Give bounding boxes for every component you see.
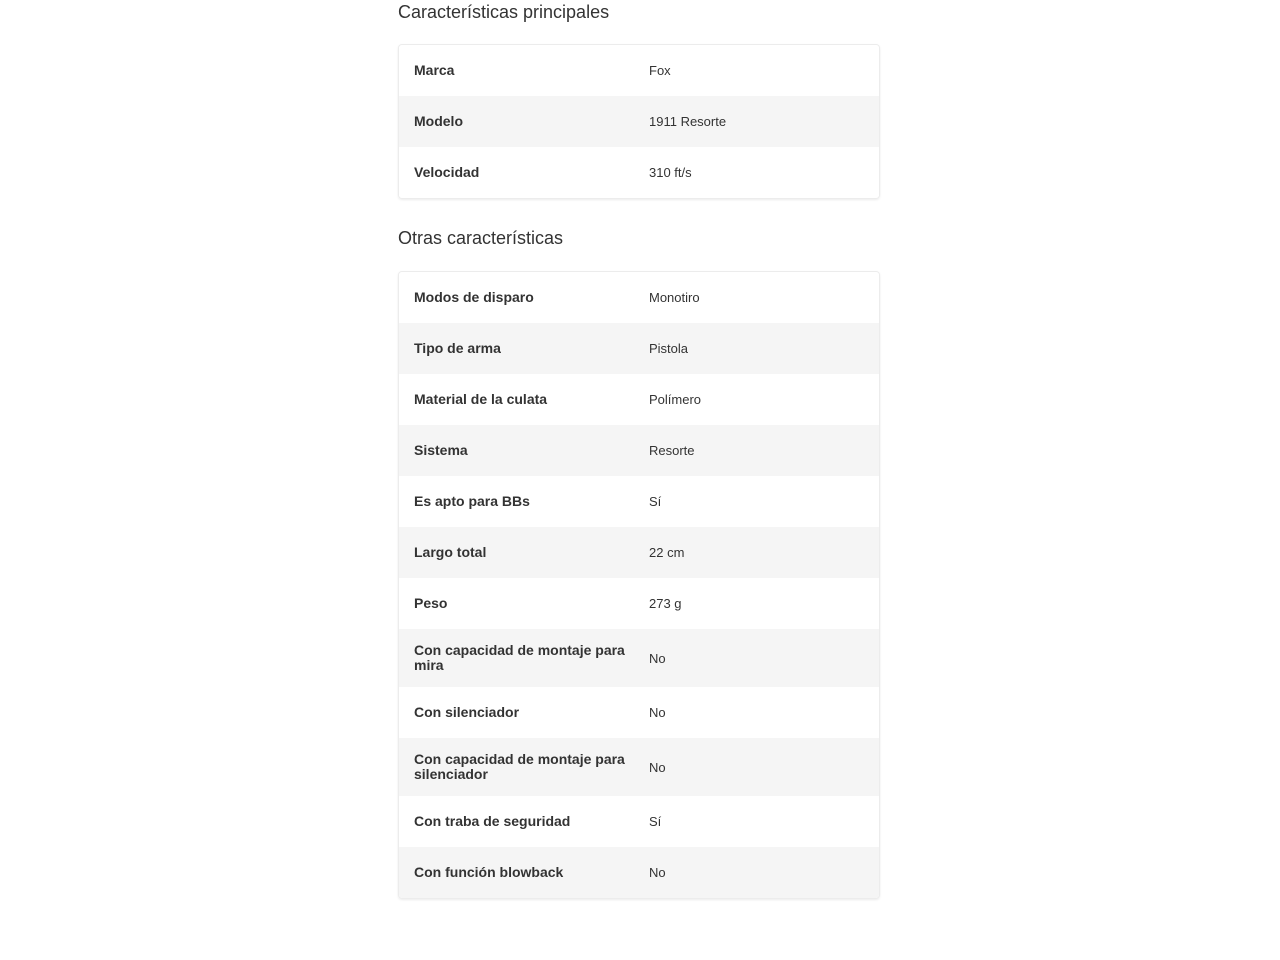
spec-row-tipo-de-arma: [399, 323, 879, 374]
spec-label: Con función blowback: [414, 864, 564, 880]
spec-value: No: [649, 650, 666, 666]
spec-row-traba-de-seguridad: [399, 796, 879, 847]
spec-value: 273 g: [649, 596, 682, 611]
spec-value: 310 ft/s: [649, 165, 692, 180]
spec-value: 1911 Resorte: [649, 114, 727, 129]
spec-row-funcion-blowback: [399, 847, 879, 898]
spec-label: Marca: [414, 62, 455, 78]
spec-row-montaje-silenciador: [399, 738, 879, 796]
spec-row-es-apto-para-bbs: [399, 476, 879, 527]
spec-row-sistema: [399, 425, 879, 476]
other-characteristics-section: [398, 227, 880, 899]
spec-label: Velocidad: [414, 164, 480, 180]
spec-label: Sistema: [414, 442, 468, 458]
spec-row-largo-total: [399, 527, 879, 578]
spec-label: Con silenciador: [414, 704, 520, 720]
spec-row-velocidad: [399, 147, 879, 198]
spec-value: Fox: [649, 63, 671, 78]
spec-label: Modos de disparo: [414, 289, 534, 305]
spec-row-material-de-la-culata: [399, 374, 879, 425]
spec-value: 22 cm: [649, 545, 685, 560]
spec-label: Con capacidad de montaje para mira: [414, 642, 625, 673]
main-characteristics-table: [398, 44, 880, 199]
spec-label: Peso: [414, 595, 448, 611]
spec-label: Material de la culata: [414, 391, 548, 407]
spec-label: Largo total: [414, 544, 487, 560]
spec-label: Con traba de seguridad: [414, 813, 571, 829]
spec-value: Sí: [649, 814, 662, 829]
other-characteristics-table: [398, 271, 880, 899]
main-characteristics-title: Características principales: [398, 2, 610, 22]
spec-value: No: [649, 705, 666, 720]
spec-row-modos-de-disparo: [399, 272, 879, 323]
spec-row-con-silenciador: [399, 687, 879, 738]
spec-value: Monotiro: [649, 290, 700, 305]
spec-row-peso: [399, 578, 879, 629]
spec-value: No: [649, 759, 666, 775]
spec-value: Polímero: [649, 392, 702, 407]
spec-label: Es apto para BBs: [414, 493, 530, 509]
spec-value: No: [649, 865, 666, 880]
spec-value: Resorte: [649, 443, 695, 458]
main-characteristics-section: [398, 1, 880, 199]
other-characteristics-title: Otras características: [398, 228, 564, 248]
spec-row-modelo: [399, 96, 879, 147]
spec-row-marca: [399, 45, 879, 96]
spec-value: Pistola: [649, 341, 689, 356]
spec-value: Sí: [649, 494, 662, 509]
spec-row-montaje-mira: [399, 629, 879, 687]
spec-label: Tipo de arma: [414, 340, 501, 356]
spec-label: Modelo: [414, 113, 463, 129]
spec-label: Con capacidad de montaje para silenciador: [414, 751, 625, 782]
